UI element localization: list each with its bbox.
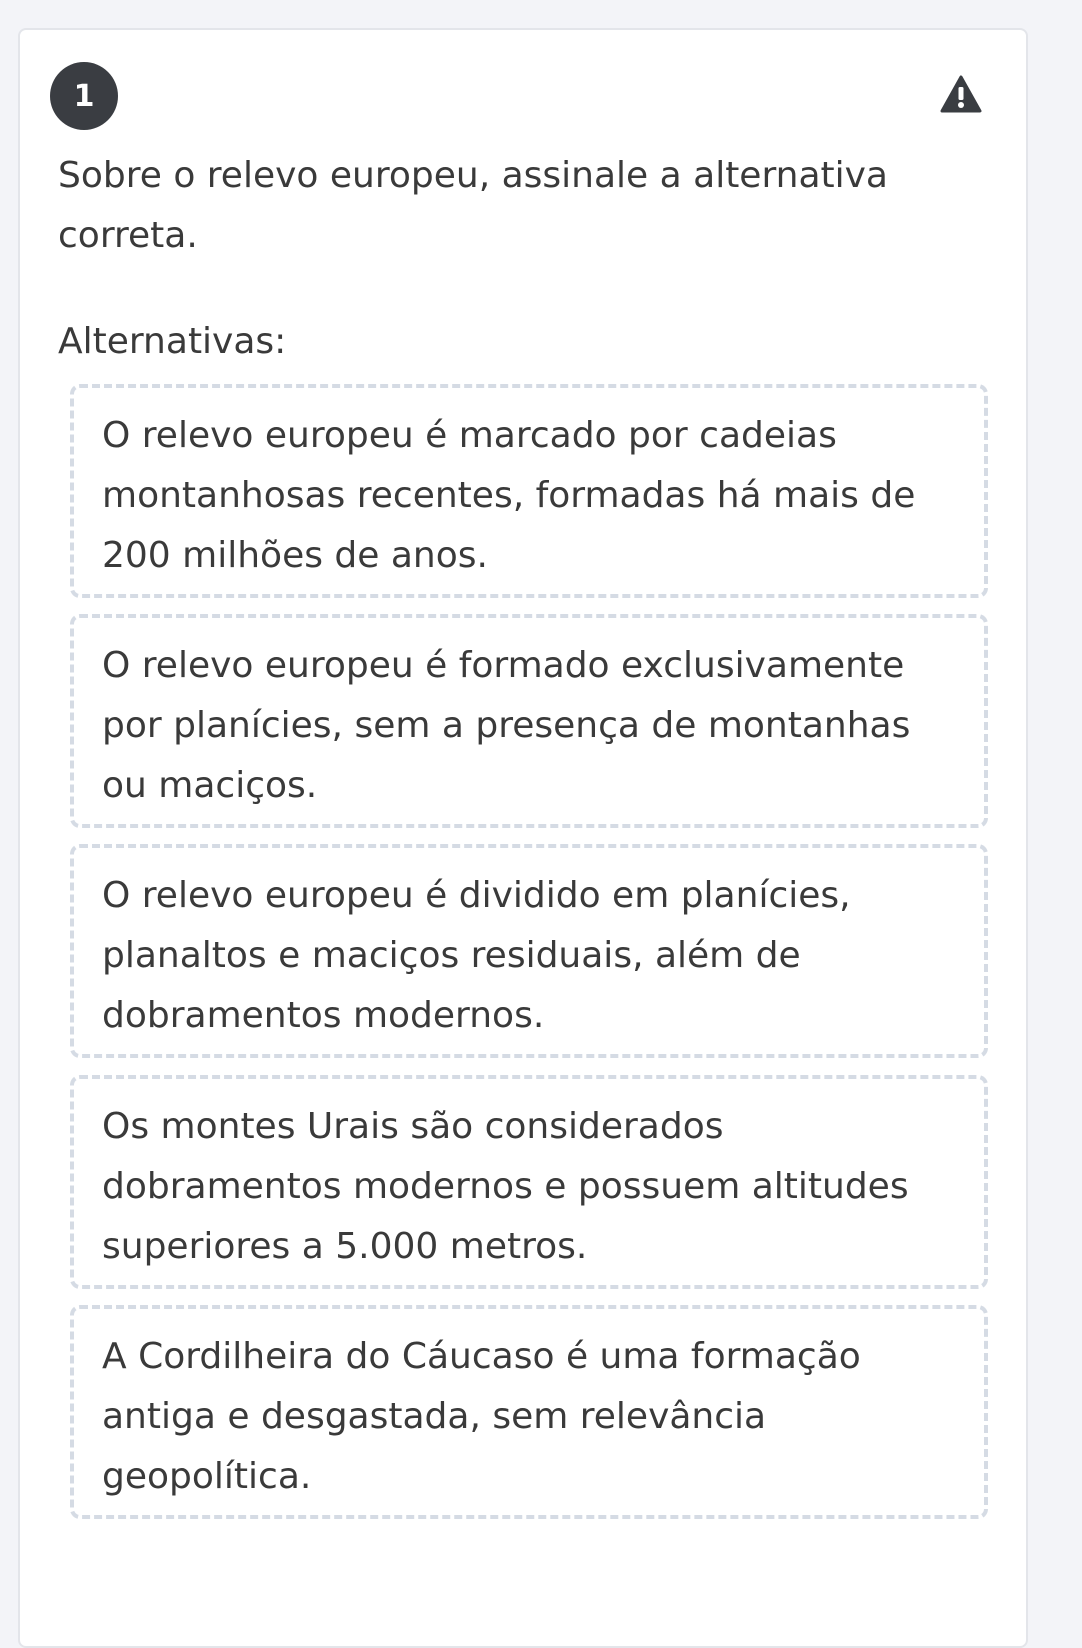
alternative-option-2[interactable]: O relevo europeu é formado exclusivamente por planícies, sem a presença de montanhas ou maciços.: [70, 614, 988, 828]
alternative-option-1[interactable]: O relevo europeu é marcado por cadeias montanhosas recentes, formadas há mais de 200 milhões de anos.: [70, 384, 988, 598]
question-text: Sobre o relevo europeu, assinale a alternativa correta.: [58, 155, 888, 256]
question-number-badge: 1: [50, 62, 118, 130]
warning-triangle-icon: [940, 74, 982, 114]
alternative-option-5[interactable]: A Cordilheira do Cáucaso é uma formação antiga e desgastada, sem relevância geopolítica.: [70, 1305, 988, 1519]
alternative-option-3[interactable]: O relevo europeu é dividido em planícies, planaltos e maciços residuais, além de dobramentos modernos.: [70, 844, 988, 1058]
alternatives-title: Alternativas:: [58, 321, 287, 362]
alternative-option-4[interactable]: Os montes Urais são considerados dobramentos modernos e possuem altitudes superiores a 5.000 metros.: [70, 1075, 988, 1289]
report-problem-button[interactable]: [940, 74, 982, 114]
